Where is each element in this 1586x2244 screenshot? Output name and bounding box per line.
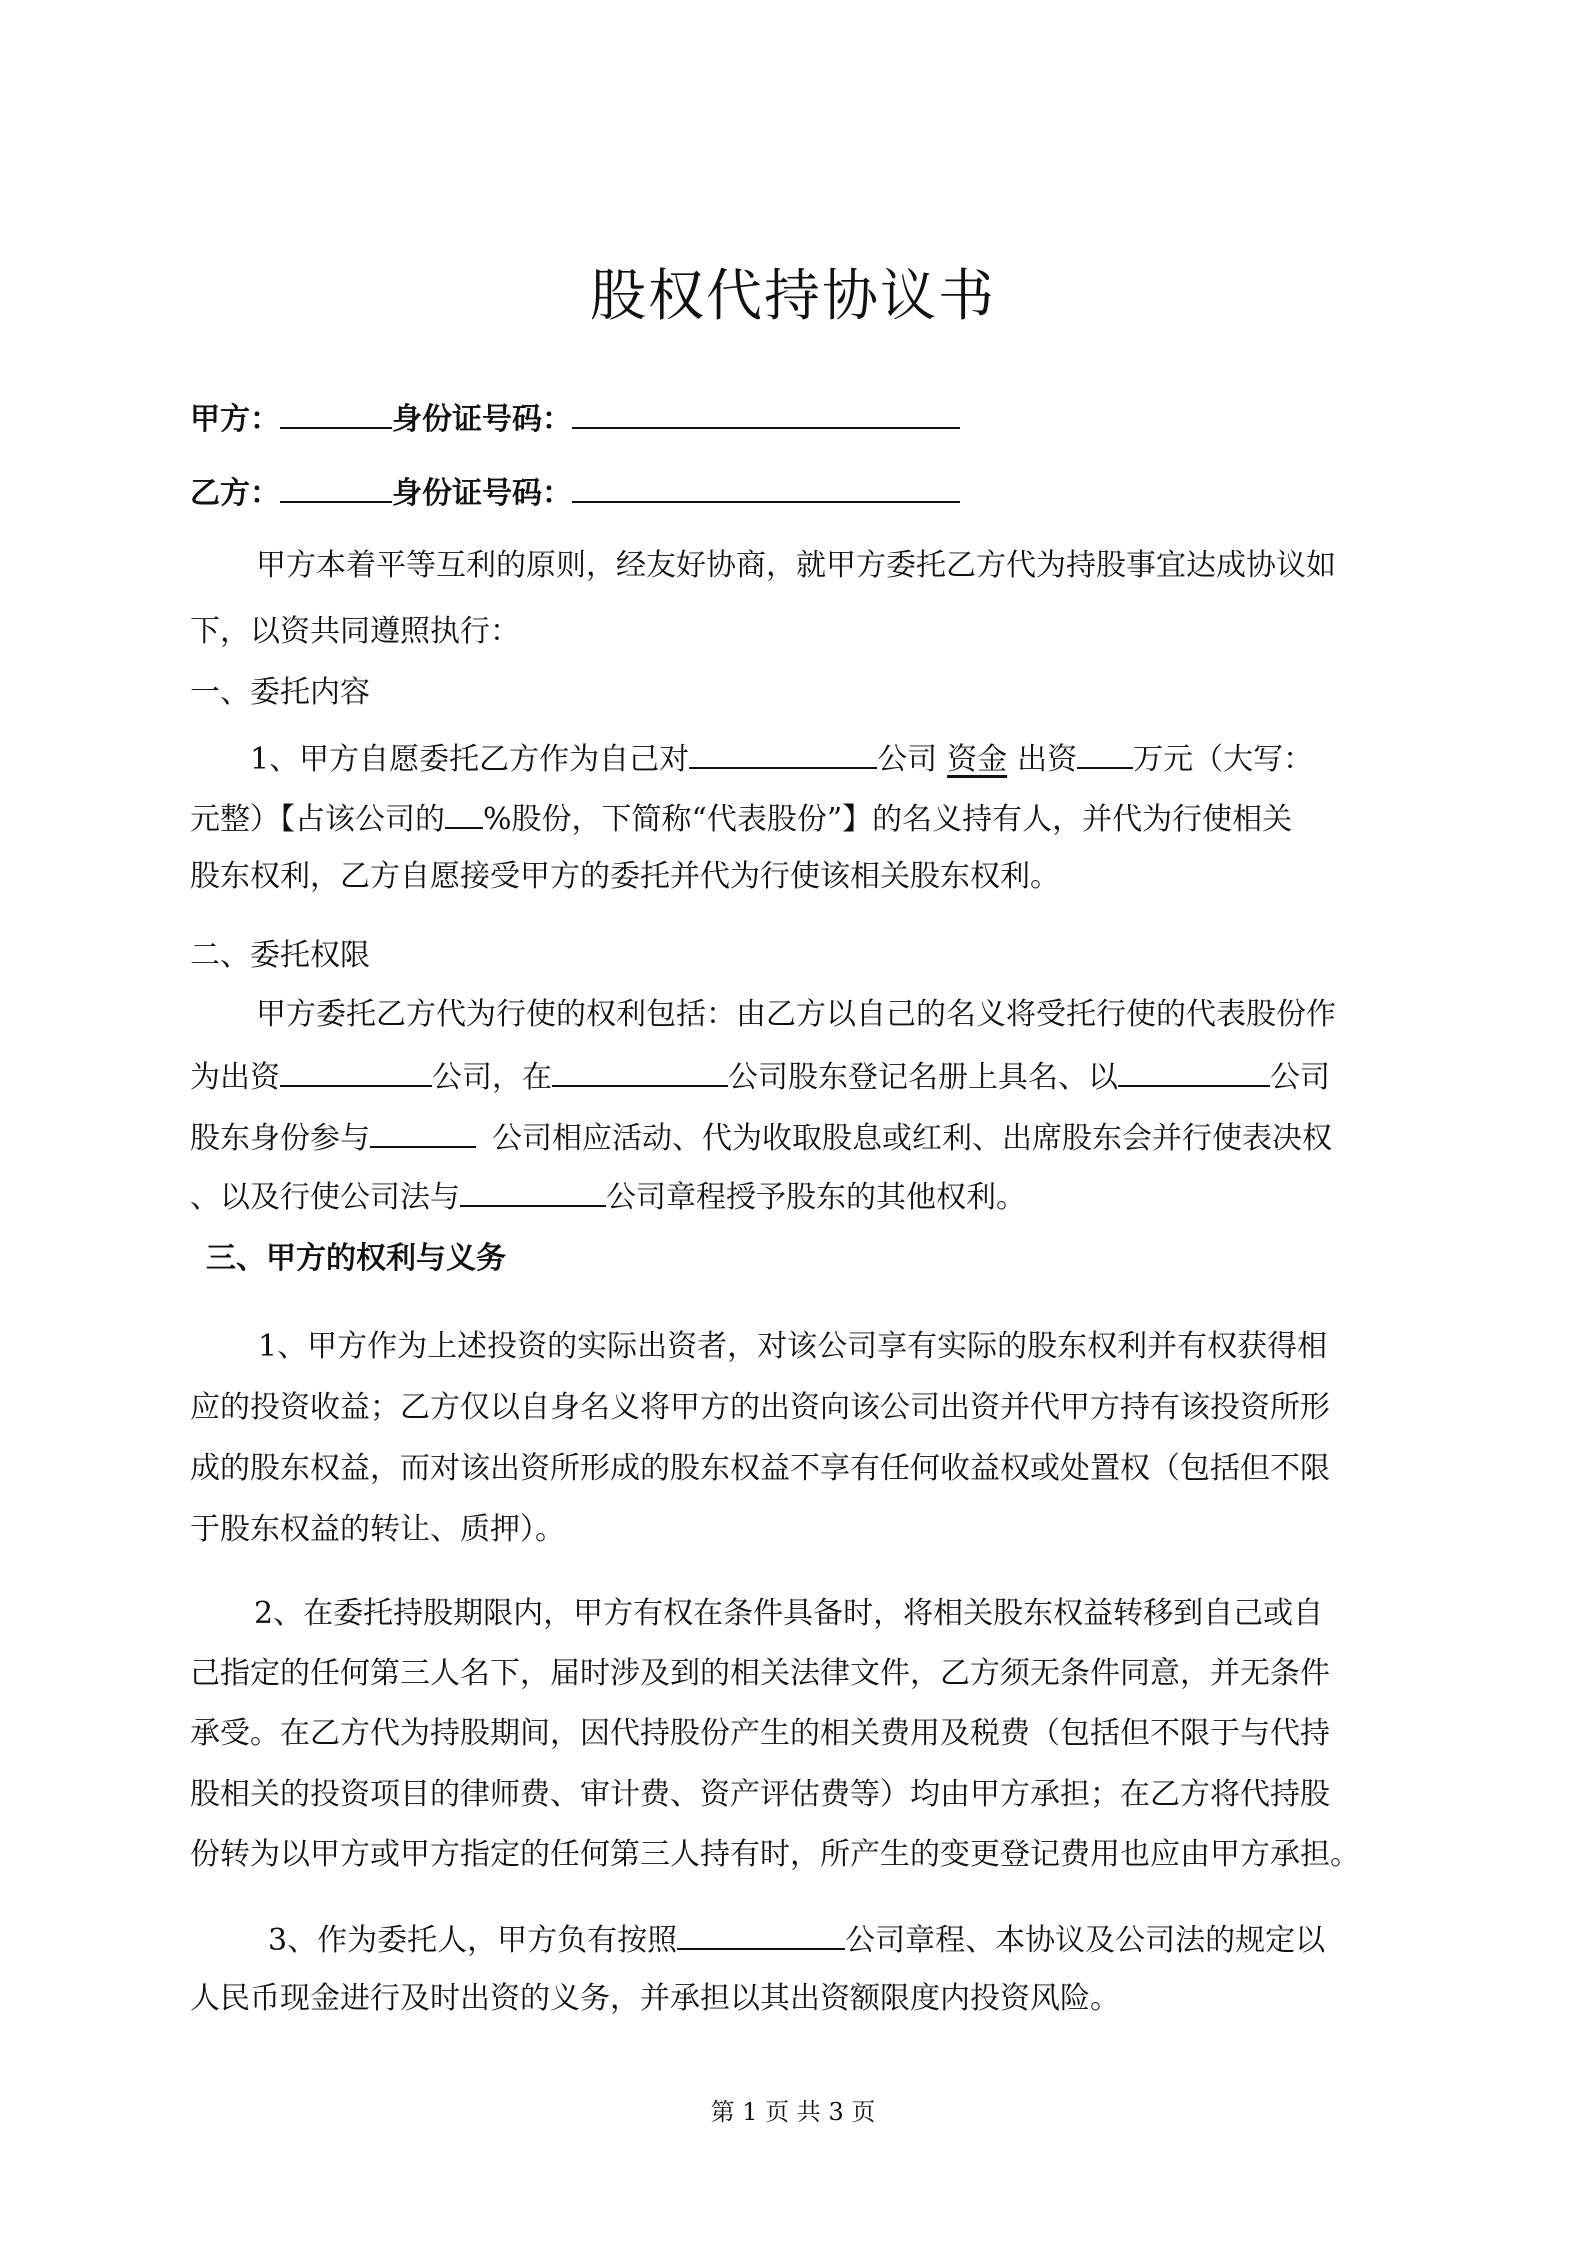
clause-2-line-3: 承受。在乙方代为持股期间，因代持股份产生的相关费用及税费（包括但不限于与代持 xyxy=(190,1716,1330,1751)
clause-1-line-3: 成的股东权益，而对该出资所形成的股东权益不享有任何收益权或处置权（包括但不限 xyxy=(190,1451,1330,1486)
text-segment: 、以及行使公司法与 xyxy=(190,1180,460,1215)
text-segment: 出资 xyxy=(1017,742,1078,777)
text-segment: 万元（大写： xyxy=(1133,742,1314,777)
company-blank xyxy=(1118,1055,1270,1087)
intro-line-2: 下，以资共同遵照执行： xyxy=(190,614,520,649)
section-1-line-1 xyxy=(250,737,1400,780)
section-2-heading: 二、委托权限 xyxy=(190,938,370,973)
section-1-line-2 xyxy=(190,797,1410,840)
text-segment: 公司股东登记名册上具名、以 xyxy=(728,1060,1118,1095)
text-segment: 1、甲方自愿委托乙方作为自己对 xyxy=(250,742,690,777)
clause-1-line-1: 1、甲方作为上述投资的实际出资者，对该公司享有实际的股东权利并有权获得相 xyxy=(258,1329,1328,1364)
clause-2-line-5: 份转为以甲方或甲方指定的任何第三人持有时，所产生的变更登记费用也应由甲方承担。 xyxy=(190,1837,1360,1872)
percent-blank xyxy=(445,797,483,829)
text-segment: 股东身份参与 xyxy=(190,1121,370,1156)
text-segment: 公司章程、本协议及公司法的规定以 xyxy=(845,1923,1326,1958)
text-segment: 为出资 xyxy=(190,1060,280,1095)
text-segment: 公司章程授予股东的其他权利。 xyxy=(606,1180,1026,1215)
document-title: 股权代持协议书 xyxy=(590,264,996,329)
section-2-line-1: 甲方委托乙方代为行使的权利包括：由乙方以自己的名义将受托行使的代表股份作 xyxy=(256,997,1336,1032)
section-2-line-2 xyxy=(190,1055,1410,1098)
party-b-line xyxy=(190,471,1410,514)
party-a-id-blank xyxy=(572,397,960,429)
clause-3-line-1 xyxy=(268,1918,1408,1961)
text-segment: 公司，在 xyxy=(432,1060,552,1095)
party-b-id-label: 身份证号码： xyxy=(392,476,572,511)
company-blank xyxy=(689,737,877,769)
section-2-line-3 xyxy=(190,1116,1410,1159)
section-2-line-4 xyxy=(190,1175,1410,1218)
section-3-heading: 三、甲方的权利与义务 xyxy=(206,1241,506,1276)
company-blank xyxy=(370,1116,476,1148)
text-segment: 公司相应活动、代为收取股息或红利、出席股东会并行使表决权 xyxy=(492,1121,1332,1156)
company-blank xyxy=(460,1175,606,1207)
party-a-name-blank xyxy=(280,397,392,429)
company-blank xyxy=(677,1918,845,1950)
company-blank xyxy=(552,1055,728,1087)
text-segment: 公司 xyxy=(877,742,938,777)
party-b-id-blank xyxy=(572,471,960,503)
party-a-label: 甲方： xyxy=(190,402,280,437)
amount-blank xyxy=(1077,737,1133,769)
clause-3-line-2: 人民币现金进行及时出资的义务，并承担以其出资额限度内投资风险。 xyxy=(190,1981,1120,2016)
clause-1-line-2: 应的投资收益；乙方仅以自身名义将甲方的出资向该公司出资并代甲方持有该投资所形 xyxy=(190,1390,1330,1425)
clause-1-line-4: 于股东权益的转让、质押）。 xyxy=(190,1512,565,1547)
text-segment: 3、作为委托人，甲方负有按照 xyxy=(268,1923,678,1958)
party-b-name-blank xyxy=(280,471,392,503)
text-segment: %股份，下简称“代表股份”】的名义持有人，并代为行使相关 xyxy=(483,802,1293,837)
capital-type-value: 资金 xyxy=(947,742,1008,777)
text-segment: 元整）【占该公司的 xyxy=(190,802,445,837)
page-footer: 第 1 页 共 3 页 xyxy=(710,2098,876,2126)
clause-2-line-4: 股相关的投资项目的律师费、审计费、资产评估费等）均由甲方承担；在乙方将代持股 xyxy=(190,1777,1330,1812)
company-blank xyxy=(280,1055,432,1087)
text-segment: 公司 xyxy=(1270,1060,1330,1095)
section-1-line-3: 股东权利，乙方自愿接受甲方的委托并代为行使该相关股东权利。 xyxy=(190,859,1060,894)
party-a-line xyxy=(190,397,1410,440)
party-b-label: 乙方： xyxy=(190,476,280,511)
party-a-id-label: 身份证号码： xyxy=(392,402,572,437)
intro-line-1: 甲方本着平等互利的原则，经友好协商，就甲方委托乙方代为持股事宜达成协议如 xyxy=(256,548,1336,583)
clause-2-line-1: 2、在委托持股期限内，甲方有权在条件具备时，将相关股东权益转移到自己或自 xyxy=(254,1596,1324,1631)
section-1-heading: 一、委托内容 xyxy=(190,675,370,710)
clause-2-line-2: 己指定的任何第三人名下，届时涉及到的相关法律文件，乙方须无条件同意，并无条件 xyxy=(190,1656,1330,1691)
